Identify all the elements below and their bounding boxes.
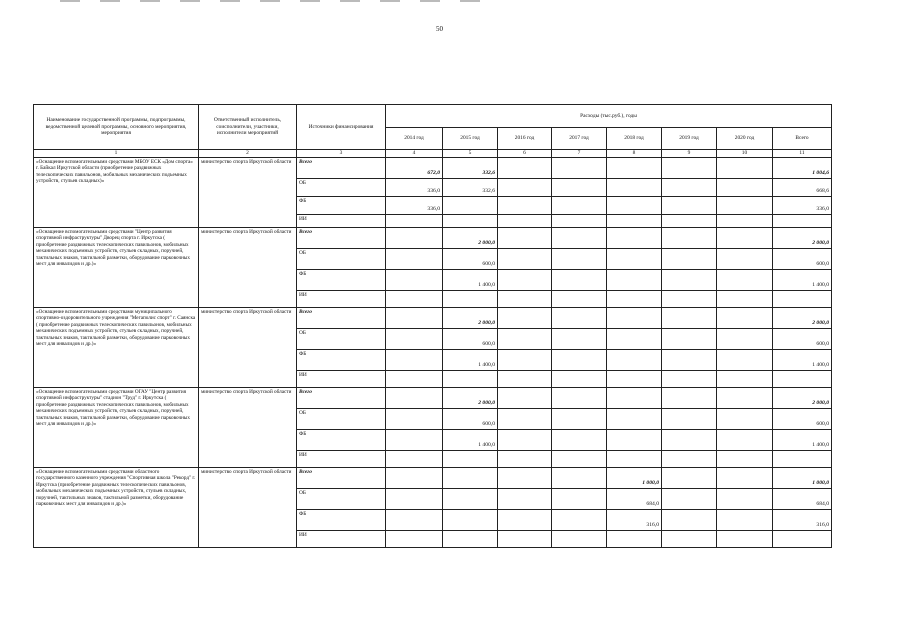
value-2018 <box>607 387 662 408</box>
column-number: 2 <box>199 150 297 158</box>
value-2018 <box>607 269 662 290</box>
measure-name: «Оснащение вспомогательными средствами МБОУ ЕСК «Дом спорта» г. Байкал Иркутской области (приобретение раздвижных телескопических павильонов, мобильных механических подъемных устройств, стульев складных)» <box>34 157 199 227</box>
column-number: 11 <box>773 150 832 158</box>
funding-source: ФБ <box>297 269 386 290</box>
header-year-2020: 2020 год <box>717 128 773 150</box>
value-2015 <box>443 290 498 307</box>
column-number: 9 <box>662 150 717 158</box>
column-number: 7 <box>552 150 607 158</box>
value-total: 2 000,0 <box>773 307 832 328</box>
value-2018 <box>607 328 662 349</box>
table-row <box>34 157 832 178</box>
value-2014 <box>386 290 443 307</box>
page-number: 50 <box>436 25 443 33</box>
funding-source: Всего <box>297 387 386 408</box>
header-expenses: Расходы (тыс.руб.), годы <box>386 105 832 128</box>
value-2015 <box>443 467 498 488</box>
measure-executor: министерство спорта Иркутской области <box>199 387 297 467</box>
value-2018 <box>607 408 662 429</box>
column-number: 5 <box>443 150 498 158</box>
value-2014 <box>386 269 443 290</box>
value-2018 <box>607 227 662 248</box>
value-2015: 2 000,0 <box>443 227 498 248</box>
value-2018 <box>607 214 662 227</box>
value-2015: 2 000,0 <box>443 307 498 328</box>
funding-source: ИИ <box>297 370 386 387</box>
value-2015 <box>443 214 498 227</box>
funding-source: ИИ <box>297 530 386 547</box>
value-2014 <box>386 530 443 547</box>
funding-source: ФБ <box>297 196 386 214</box>
measure-name: «Оснащение вспомогательными средствами областного государственного казенного учреждения "Спортивная школа "Рекорд" г. Иркутска (приобретение раздвижных телескопических павильонов, мобильных механических подъемных устройств, стульев складных, поручней, тактильных знаков, тактильной разметки, оборудование парковочных мест для инвалидов и др.)» <box>34 467 199 547</box>
value-2019 <box>662 157 717 178</box>
header-year-2018: 2018 год <box>607 128 662 150</box>
column-number: 1 <box>34 150 199 158</box>
value-2015: 332,6 <box>443 157 498 178</box>
value-2014 <box>386 227 443 248</box>
value-2015 <box>443 509 498 530</box>
funding-source: ИИ <box>297 214 386 227</box>
funding-source: ФБ <box>297 349 386 370</box>
header-year-2019: 2019 год <box>662 128 717 150</box>
value-total <box>773 370 832 387</box>
scan-artifact-line <box>60 0 490 2</box>
funding-source: Всего <box>297 467 386 488</box>
value-2014 <box>386 387 443 408</box>
funding-source: ОБ <box>297 328 386 349</box>
funding-source: ОБ <box>297 178 386 196</box>
value-2018 <box>607 196 662 214</box>
value-2014 <box>386 509 443 530</box>
header-year-2016: 2016 год <box>498 128 552 150</box>
funding-source: Всего <box>297 307 386 328</box>
measure-executor: министерство спорта Иркутской области <box>199 307 297 387</box>
funding-source: ФБ <box>297 429 386 450</box>
header-year-2015: 2015 год <box>443 128 498 150</box>
table-row <box>34 387 832 408</box>
value-2018 <box>607 248 662 269</box>
value-2014 <box>386 214 443 227</box>
table-row <box>34 227 832 248</box>
value-2018 <box>607 450 662 467</box>
funding-source: ОБ <box>297 408 386 429</box>
table-row <box>34 307 832 328</box>
value-total: 684,0 <box>773 488 832 509</box>
value-2018 <box>607 370 662 387</box>
measure-executor: министерство спорта Иркутской области <box>199 227 297 307</box>
value-2014 <box>386 408 443 429</box>
column-number: 10 <box>717 150 773 158</box>
value-total: 316,0 <box>773 509 832 530</box>
column-number: 3 <box>297 150 386 158</box>
column-number: 4 <box>386 150 443 158</box>
value-total: 600,0 <box>773 328 832 349</box>
value-2015: 1 400,0 <box>443 429 498 450</box>
value-2018 <box>607 530 662 547</box>
value-2014 <box>386 488 443 509</box>
value-2015: 332,6 <box>443 178 498 196</box>
value-2018: 316,0 <box>607 509 662 530</box>
value-total <box>773 450 832 467</box>
value-2015 <box>443 370 498 387</box>
value-2014 <box>386 248 443 269</box>
value-2014 <box>386 307 443 328</box>
header-source: Источники финансирования <box>297 105 386 150</box>
value-total <box>773 530 832 547</box>
value-total: 1 004,6 <box>773 157 832 178</box>
value-total: 1 400,0 <box>773 269 832 290</box>
value-2016 <box>498 157 552 178</box>
value-2020 <box>717 157 773 178</box>
value-2018 <box>607 157 662 178</box>
funding-source: ОБ <box>297 248 386 269</box>
value-2015: 600,0 <box>443 408 498 429</box>
value-2018 <box>607 290 662 307</box>
value-2018 <box>607 429 662 450</box>
value-total: 1 000,0 <box>773 467 832 488</box>
value-total: 668,6 <box>773 178 832 196</box>
value-total: 336,0 <box>773 196 832 214</box>
value-2014: 336,0 <box>386 196 443 214</box>
measure-executor: министерство спорта Иркутской области <box>199 157 297 227</box>
value-2014 <box>386 349 443 370</box>
value-total: 600,0 <box>773 248 832 269</box>
funding-source: ИИ <box>297 290 386 307</box>
header-total: Всего <box>773 128 832 150</box>
value-2015: 2 000,0 <box>443 387 498 408</box>
value-2018 <box>607 178 662 196</box>
value-total: 1 400,0 <box>773 349 832 370</box>
header-year-2017: 2017 год <box>552 128 607 150</box>
value-2014: 336,0 <box>386 178 443 196</box>
value-2014 <box>386 370 443 387</box>
value-2015: 600,0 <box>443 248 498 269</box>
header-year-2014: 2014 год <box>386 128 443 150</box>
value-2018 <box>607 307 662 328</box>
funding-source: Всего <box>297 157 386 178</box>
value-total <box>773 290 832 307</box>
funding-source: ИИ <box>297 450 386 467</box>
value-2015 <box>443 530 498 547</box>
value-total: 2 000,0 <box>773 227 832 248</box>
value-2015: 600,0 <box>443 328 498 349</box>
funding-source: Всего <box>297 227 386 248</box>
value-total <box>773 214 832 227</box>
value-2018: 684,0 <box>607 488 662 509</box>
value-2014 <box>386 467 443 488</box>
measure-name: «Оснащение вспомогательными средствами ОГАУ "Центр развития спортивной инфраструктуры" стадион "Труд" г. Иркутска ( приобретение раздвижных телескопических павильонов, мобильных механических подъемных устройств, стульев складных, поручней, тактильных знаков, тактильной разметки, оборудование парковочных мест для инвалидов и др.)» <box>34 387 199 467</box>
value-2014: 672,0 <box>386 157 443 178</box>
value-2018 <box>607 349 662 370</box>
column-number: 6 <box>498 150 552 158</box>
value-2015 <box>443 488 498 509</box>
header-executor: Ответственный исполнитель, соисполнители, участники, исполнители мероприятий <box>199 105 297 150</box>
value-2014 <box>386 429 443 450</box>
budget-table <box>33 104 832 548</box>
value-total: 2 000,0 <box>773 387 832 408</box>
table-row <box>34 467 832 488</box>
measure-name: «Оснащение вспомогательными средствами муниципального спортивно-оздоровительного учреждения "Мегаполис спорт" г. Саянска ( приобретение раздвижных телескопических павильонов, мобильных механических подъемных устройств, стульев складных, поручней, тактильных знаков, тактильной разметки, оборудование парковочных мест для инвалидов и др.)» <box>34 307 199 387</box>
value-total: 600,0 <box>773 408 832 429</box>
value-2015: 1 400,0 <box>443 269 498 290</box>
value-2018: 1 000,0 <box>607 467 662 488</box>
value-2015 <box>443 450 498 467</box>
funding-source: ОБ <box>297 488 386 509</box>
measure-executor: министерство спорта Иркутской области <box>199 467 297 547</box>
measure-name: «Оснащение вспомогательными средствами "Центр развития спортивной инфраструктуры" Дворец спорта г. Иркутска ( приобретение раздвижных телескопических павильонов, мобильных механических подъемных устройств, стульев складных, поручней, тактильных знаков, тактильной разметки, оборудование парковочных мест для инвалидов и др.)» <box>34 227 199 307</box>
value-2017 <box>552 157 607 178</box>
header-program: Наименование государственной программы, подпрограммы, ведомственной целевой программы, основного мероприятия, мероприятия <box>34 105 199 150</box>
funding-source: ФБ <box>297 509 386 530</box>
value-2015: 1 400,0 <box>443 349 498 370</box>
value-2014 <box>386 328 443 349</box>
column-number: 8 <box>607 150 662 158</box>
value-2015 <box>443 196 498 214</box>
value-2014 <box>386 450 443 467</box>
value-total: 1 400,0 <box>773 429 832 450</box>
